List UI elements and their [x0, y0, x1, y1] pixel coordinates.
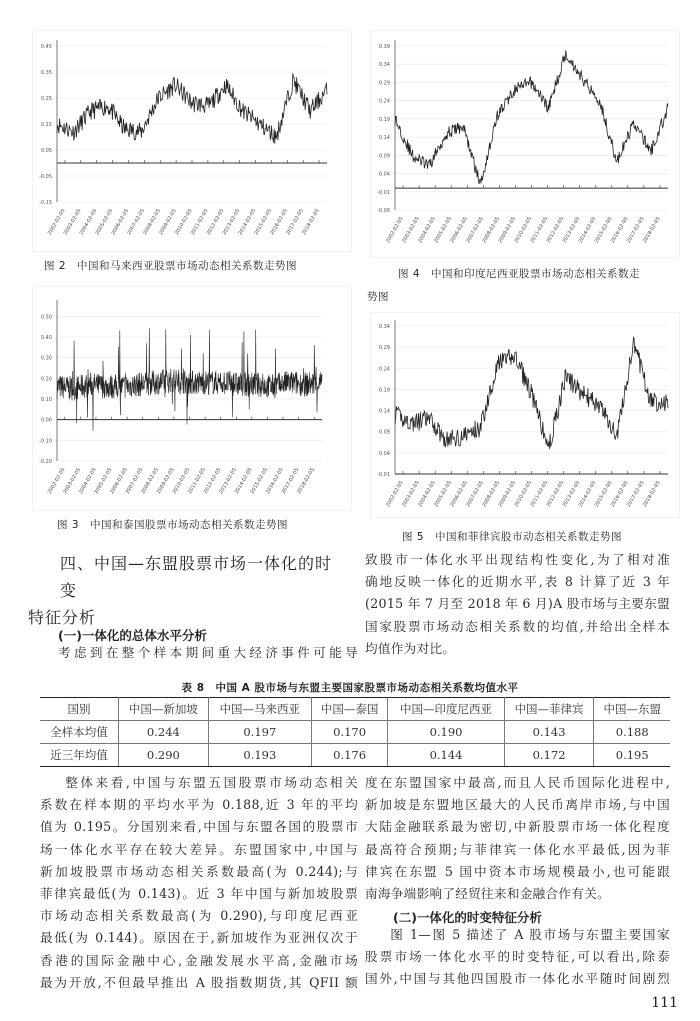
svg-text:0.39: 0.39 [378, 44, 390, 50]
svg-text:0.09: 0.09 [378, 429, 390, 436]
table-cell: 全样本均值 [40, 721, 119, 744]
svg-text:2015-02-05: 2015-02-05 [593, 480, 614, 509]
right-top-paragraph [365, 549, 670, 660]
svg-text:2015-02-05: 2015-02-05 [593, 216, 614, 245]
svg-text:0.14: 0.14 [378, 408, 390, 415]
table-header-cell: 中国—新加坡 [119, 698, 209, 721]
table-header-cell: 中国—东盟 [594, 698, 670, 721]
svg-text:2018-02-05: 2018-02-05 [641, 216, 662, 245]
table-header-cell: 中国—泰国 [311, 698, 388, 721]
svg-text:0.24: 0.24 [378, 366, 390, 373]
svg-text:-0.01: -0.01 [377, 189, 390, 196]
svg-text:2004-02-05: 2004-02-05 [417, 216, 437, 245]
svg-text:0.14: 0.14 [378, 135, 390, 142]
svg-text:2007-02-05: 2007-02-05 [124, 467, 145, 496]
svg-text:0.24: 0.24 [378, 98, 390, 105]
figure-3-chart [32, 286, 352, 511]
svg-text:0.34: 0.34 [378, 62, 390, 69]
table-cell: 0.172 [504, 744, 594, 767]
svg-text:2002-02-05: 2002-02-05 [385, 480, 405, 509]
table-8 [40, 697, 670, 767]
svg-text:2008-02-05: 2008-02-05 [481, 216, 502, 245]
svg-text:2004-02-05: 2004-02-05 [78, 208, 99, 237]
svg-text:2013-02-05: 2013-02-05 [561, 480, 582, 509]
text-line: 市场动态相关系数最高(为 0.290),与印度尼西亚 [40, 908, 358, 924]
table-cell: 0.190 [388, 721, 504, 744]
svg-text:2009-02-05: 2009-02-05 [497, 480, 518, 509]
svg-text:2006-02-05: 2006-02-05 [449, 216, 469, 245]
table-cell: 0.197 [208, 721, 311, 744]
text-line: 值为 0.195。分国别来看,中国与东盟各国的股票市 [40, 819, 358, 835]
svg-text:2011-02-05: 2011-02-05 [529, 216, 550, 245]
figure-2-caption: 图 2 中国和马来西亚股票市场动态相关系数走势图 [44, 260, 298, 272]
text-line: 大陆金融联系最为密切,中新股票市场一体化程度 [365, 819, 670, 835]
svg-text:2007-02-05: 2007-02-05 [465, 216, 486, 245]
text-line: 度在东盟国家中最高,而且人民币国际化进程中, [365, 775, 670, 790]
table-cell: 0.290 [119, 744, 209, 767]
svg-text:2012-02-05: 2012-02-05 [545, 480, 566, 509]
svg-text:2013-02-05: 2013-02-05 [221, 208, 242, 237]
table-cell: 近三年均值 [40, 744, 119, 767]
subsection-2-heading: (二)一体化的时变特征分析 [393, 910, 542, 925]
figure-3-caption: 图 3 中国和泰国股票市场动态相关系数走势图 [57, 519, 289, 531]
svg-text:2003-02-05: 2003-02-05 [62, 467, 83, 496]
svg-text:2010-02-05: 2010-02-05 [171, 467, 192, 496]
svg-text:0.29: 0.29 [378, 345, 390, 352]
svg-text:2008-02-05: 2008-02-05 [140, 467, 161, 496]
text-line: 最低(为 0.144)。原因在于,新加坡作为亚洲仅次于 [40, 930, 358, 946]
svg-text:2010-02-05: 2010-02-05 [174, 208, 194, 237]
svg-text:0.30: 0.30 [40, 355, 52, 362]
table-cell: 0.170 [311, 721, 388, 744]
svg-text:2004-02-05: 2004-02-05 [77, 467, 98, 496]
table-header-cell: 中国—印度尼西亚 [388, 698, 504, 721]
svg-text:2011-02-05: 2011-02-05 [529, 480, 550, 509]
fig4-line-chart [370, 30, 680, 258]
svg-text:2012-02-05: 2012-02-05 [545, 216, 566, 245]
svg-text:2009-02-05: 2009-02-05 [497, 216, 518, 245]
svg-text:0.00: 0.00 [40, 417, 52, 424]
svg-text:2011-02-05: 2011-02-05 [187, 467, 207, 496]
svg-text:0.15: 0.15 [40, 122, 52, 128]
svg-text:2014-02-05: 2014-02-05 [577, 216, 598, 245]
svg-text:2007-02-05: 2007-02-05 [465, 480, 486, 509]
svg-text:0.04: 0.04 [378, 171, 390, 178]
table-header-cell: 国别 [40, 698, 119, 721]
svg-text:2018-02-05: 2018-02-05 [641, 480, 662, 509]
svg-text:-0.10: -0.10 [39, 438, 52, 445]
svg-text:2004-02-05: 2004-02-05 [417, 480, 437, 509]
svg-text:2013-02-05: 2013-02-05 [218, 467, 238, 496]
svg-text:2002-02-05: 2002-02-05 [385, 216, 405, 245]
svg-text:2018-02-05: 2018-02-05 [301, 208, 321, 237]
svg-text:2007-02-05: 2007-02-05 [126, 208, 147, 237]
svg-text:2006-02-05: 2006-02-05 [109, 467, 129, 496]
right-bottom-paragraph [365, 772, 670, 905]
svg-text:2008-02-05: 2008-02-05 [142, 208, 162, 237]
text-line: 均值作为对比。 [365, 640, 456, 656]
svg-text:-0.05: -0.05 [39, 174, 52, 180]
section-heading-line1: 四、中国—东盟股票市场一体化的时变 [60, 554, 333, 600]
svg-text:2017-02-05: 2017-02-05 [625, 480, 646, 509]
subsection-1-heading: (一)一体化的总体水平分析 [58, 628, 207, 643]
svg-text:0.40: 0.40 [40, 335, 52, 341]
svg-text:2015-02-05: 2015-02-05 [249, 467, 270, 496]
figure-4-caption-line2: 势图 [367, 291, 389, 303]
text-line: 场一体化水平存在较大差异。东盟国家中,中国与 [40, 841, 358, 857]
table-cell: 0.143 [504, 721, 594, 744]
svg-text:0.35: 0.35 [40, 70, 52, 76]
text-line: 最高符合预期;与菲律宾一体化水平最低,因为菲 [365, 841, 670, 857]
figure-2-chart [32, 30, 352, 252]
figure-4-caption-line1: 图 4 中国和印度尼西亚股票市场动态相关系数走 [398, 268, 641, 280]
figure-4-chart [370, 30, 680, 258]
text-line: (2015 年 7 月至 2018 年 6 月)A 股市场与主要东盟 [365, 596, 670, 612]
svg-text:0.20: 0.20 [40, 376, 52, 383]
svg-text:0.19: 0.19 [378, 116, 390, 123]
svg-text:0.29: 0.29 [378, 80, 390, 87]
svg-text:2014-02-05: 2014-02-05 [233, 467, 254, 496]
svg-text:2009-02-05: 2009-02-05 [158, 208, 178, 237]
svg-text:2008-02-05: 2008-02-05 [481, 480, 502, 509]
svg-text:2014-02-05: 2014-02-05 [237, 208, 258, 237]
figure-5-chart [370, 312, 680, 518]
svg-text:0.45: 0.45 [40, 44, 52, 50]
fig5-line-chart [370, 312, 680, 518]
svg-text:2005-02-05: 2005-02-05 [94, 208, 115, 237]
svg-text:2002-02-05: 2002-02-05 [46, 467, 67, 496]
svg-text:-0.06: -0.06 [377, 208, 390, 214]
svg-text:2003-02-05: 2003-02-05 [401, 480, 421, 509]
text-line: 系数在样本期的平均水平为 0.188,近 3 年的平均 [40, 797, 358, 813]
text-line: 菲律宾最低(为 0.143)。近 3 年中国与新加坡股票 [40, 886, 358, 902]
fig3-line-chart [32, 286, 352, 511]
svg-text:2013-02-05: 2013-02-05 [561, 216, 582, 245]
svg-text:2009-02-05: 2009-02-05 [155, 467, 176, 496]
svg-text:0.34: 0.34 [378, 324, 390, 330]
text-line: 图 1—图 5 描述了 A 股市场与东盟主要国家 [390, 927, 670, 942]
text-line: 最为开放,不但最早推出 A 股指数期货,其 QFII 额 [40, 974, 358, 990]
text-line: 国家股票市场动态相关系数的均值,并给出全样本 [365, 618, 670, 634]
section-heading-line2: 特征分析 [28, 608, 97, 627]
text-line: 考虑到在整个样本期间重大经济事件可能导 [58, 645, 358, 660]
table-row [40, 721, 670, 744]
svg-text:2016-02-05: 2016-02-05 [265, 467, 285, 496]
text-line: 致股市一体化水平出现结构性变化,为了相对准 [365, 552, 670, 567]
svg-text:0.04: 0.04 [378, 450, 390, 457]
table-8-caption: 表 8 中国 A 股市场与东盟主要国家股票市场动态相关系数均值水平 [181, 682, 519, 694]
svg-text:2010-02-05: 2010-02-05 [513, 480, 534, 509]
text-line: 确地反映一体化的近期水平,表 8 计算了近 3 年 [365, 574, 670, 590]
svg-text:2003-02-05: 2003-02-05 [62, 208, 83, 237]
svg-text:0.19: 0.19 [378, 387, 390, 394]
svg-text:0.10: 0.10 [40, 397, 52, 403]
text-line: 新加坡股票市场动态相关系数最高(为 0.244);与 [40, 863, 358, 879]
svg-text:2002-02-05: 2002-02-05 [46, 208, 67, 237]
table-cell: 0.176 [311, 744, 388, 767]
svg-text:2012-02-05: 2012-02-05 [202, 467, 223, 496]
svg-text:2017-02-05: 2017-02-05 [625, 216, 646, 245]
text-line: 南海争端影响了经贸往来和金融合作有关。 [365, 886, 610, 902]
table-cell: 0.244 [119, 721, 209, 744]
page-number: 111 [651, 995, 678, 1011]
text-line: 律宾在东盟 5 国中资本市场规模最小,也可能跟 [365, 863, 670, 879]
svg-text:0.25: 0.25 [40, 96, 52, 102]
svg-text:2006-02-05: 2006-02-05 [110, 208, 131, 237]
table-header-cell: 中国—马来西亚 [208, 698, 311, 721]
svg-text:0.05: 0.05 [40, 148, 52, 154]
left-top-paragraph [58, 642, 358, 664]
svg-text:-0.15: -0.15 [39, 200, 52, 206]
svg-text:2010-02-05: 2010-02-05 [513, 216, 534, 245]
table-cell: 0.195 [594, 744, 670, 767]
svg-text:2017-02-05: 2017-02-05 [280, 467, 301, 496]
svg-text:-0.20: -0.20 [39, 459, 52, 465]
svg-text:2018-02-05: 2018-02-05 [296, 467, 316, 496]
svg-text:-0.01: -0.01 [377, 472, 390, 478]
svg-text:2003-02-05: 2003-02-05 [401, 216, 421, 245]
svg-text:2016-02-05: 2016-02-05 [609, 216, 630, 245]
svg-text:2017-02-05: 2017-02-05 [285, 208, 305, 237]
text-line: 股票市场一体化水平的时变特征,可以看出,除泰 [365, 949, 670, 965]
svg-text:0.09: 0.09 [378, 153, 390, 160]
table-cell: 0.188 [594, 721, 670, 744]
figure-5-caption: 图 5 中国和菲律宾股市动态相关系数走势图 [402, 531, 623, 543]
right-last-paragraph [365, 924, 670, 991]
svg-text:2006-02-05: 2006-02-05 [449, 480, 469, 509]
svg-text:2005-02-05: 2005-02-05 [93, 467, 114, 496]
table-cell: 0.193 [208, 744, 311, 767]
svg-text:2005-02-05: 2005-02-05 [433, 480, 453, 509]
svg-text:2012-02-05: 2012-02-05 [205, 208, 226, 237]
table-row [40, 744, 670, 767]
text-line: 国外,中国与其他四国股市一体化水平随时间剧烈 [365, 971, 670, 987]
svg-text:2011-02-05: 2011-02-05 [189, 208, 210, 237]
text-line: 整体来看,中国与东盟五国股票市场动态相关 [65, 775, 358, 790]
svg-text:2016-02-05: 2016-02-05 [269, 208, 290, 237]
table-header-row [40, 698, 670, 721]
svg-text:2005-02-05: 2005-02-05 [433, 216, 453, 245]
text-line: 香港的国际金融中心,金融发展水平高,金融市场 [40, 952, 358, 968]
fig2-line-chart [32, 30, 352, 252]
svg-text:0.50: 0.50 [40, 314, 52, 321]
left-bottom-paragraph [40, 772, 358, 994]
svg-text:2015-02-05: 2015-02-05 [253, 207, 274, 237]
text-line: 新加坡是东盟地区最大的人民币离岸市场,与中国 [365, 797, 670, 813]
table-header-cell: 中国—菲律宾 [504, 698, 594, 721]
section-heading [28, 550, 348, 631]
table-cell: 0.144 [388, 744, 504, 767]
svg-text:2016-02-05: 2016-02-05 [609, 480, 630, 509]
svg-text:2014-02-05: 2014-02-05 [577, 480, 598, 509]
